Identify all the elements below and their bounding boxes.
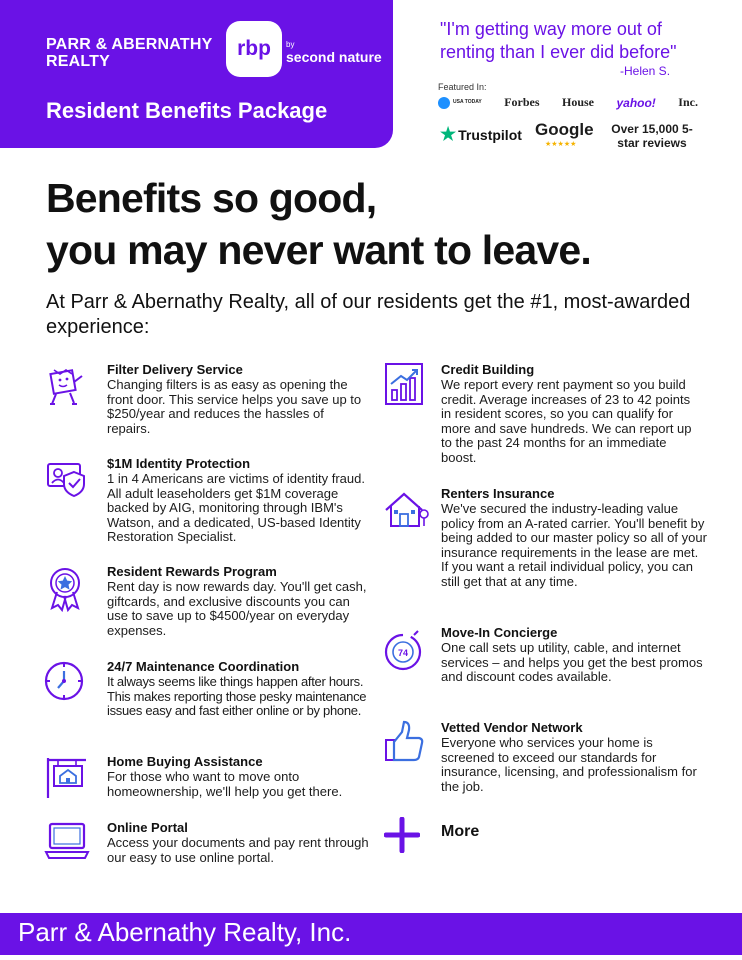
benefit-description: One call sets up utility, cable, and internet services – and helps you get the best promos and discount codes available. bbox=[441, 640, 703, 685]
yahoo-logo: yahoo! bbox=[616, 95, 656, 110]
clock-icon bbox=[44, 659, 90, 705]
more-label: More bbox=[441, 823, 480, 840]
benefit-description: For those who want to move onto homeownership, we'll help you get there. bbox=[107, 769, 343, 799]
google-logo: Google bbox=[535, 120, 594, 139]
rbp-logo-text: rbp bbox=[237, 37, 271, 60]
thermostat-icon bbox=[384, 629, 430, 675]
usa-today-logo: USA TODAY bbox=[438, 97, 482, 109]
testimonial-author: -Helen S. bbox=[620, 64, 671, 78]
benefit-title: Home Buying Assistance bbox=[107, 754, 263, 769]
house-sign-icon bbox=[44, 754, 90, 800]
house-tree-icon bbox=[384, 486, 430, 532]
footer-band bbox=[0, 913, 742, 955]
benefit-title: Online Portal bbox=[107, 820, 188, 835]
partner-prefix: by bbox=[286, 40, 295, 49]
footer-company-name: Parr & Abernathy Realty, Inc. bbox=[18, 917, 352, 947]
partner-name: second nature bbox=[286, 49, 382, 65]
trustpilot-star-icon: ★ bbox=[440, 124, 457, 144]
featured-in-label: Featured In: bbox=[438, 82, 487, 92]
headline-line-2: you may never want to leave. bbox=[46, 227, 591, 273]
benefit-description: We report every rent payment so you build credit. Average increases of 23 to 42 points in resident scores, so you can qualify for more and save hundreds. We can report up to the past 24 months for an immediate boost. bbox=[441, 377, 692, 465]
reviews-count: Over 15,000 5-star reviews bbox=[611, 122, 693, 150]
second-nature-logo bbox=[286, 36, 382, 64]
headline bbox=[46, 172, 726, 276]
inc-logo: Inc. bbox=[678, 95, 698, 109]
bar-chart-icon bbox=[384, 362, 430, 408]
benefit-renters-insurance bbox=[384, 486, 724, 611]
company-name: PARR & ABERNATHY REALTY bbox=[46, 36, 213, 70]
headline-line-1: Benefits so good, bbox=[46, 175, 377, 221]
benefit-title: Filter Delivery Service bbox=[107, 362, 243, 377]
benefit-identity-protection bbox=[44, 456, 374, 551]
plus-icon bbox=[384, 817, 420, 853]
rbp-logo-badge bbox=[226, 21, 282, 77]
benefit-title: Move-In Concierge bbox=[441, 625, 558, 640]
identity-shield-icon bbox=[44, 458, 90, 504]
benefit-maintenance bbox=[44, 659, 374, 739]
header-band bbox=[0, 0, 393, 148]
benefit-online-portal bbox=[44, 820, 374, 870]
benefit-description: Rent day is now rewards day. You'll get cash, giftcards, and exclusive discounts you can use to save up to $4500/year on everyday expenses. bbox=[107, 579, 367, 638]
google-stars-icon: ★★★★★ bbox=[545, 141, 577, 148]
benefit-title: Resident Rewards Program bbox=[107, 564, 277, 579]
thumbs-up-icon bbox=[384, 720, 430, 766]
testimonial-quote: "I'm getting way more out of renting than I ever did before" bbox=[440, 19, 677, 62]
press-logos bbox=[438, 95, 698, 110]
benefit-description: Changing filters is as easy as opening the front door. This service helps you save up to $250/year and reduces the hassles of repairs. bbox=[107, 377, 362, 436]
usa-today-dot-icon bbox=[438, 97, 450, 109]
laptop-icon bbox=[44, 820, 90, 866]
benefit-home-buying bbox=[44, 754, 374, 804]
benefit-title: Vetted Vendor Network bbox=[441, 720, 583, 735]
benefit-resident-rewards bbox=[44, 564, 374, 644]
benefit-description: Everyone who services your home is screened to exceed our standards for insurance, licensing, and professionalism for the job. bbox=[441, 735, 697, 794]
more-link[interactable] bbox=[384, 815, 584, 855]
forbes-logo: Forbes bbox=[504, 95, 540, 109]
benefit-description: We've secured the industry-leading value policy from an A-rated carrier. You'll benefit by being added to our master policy so all of your insurance requirements in the lease are met. If you want a retail individual policy, you can still get that at any time. bbox=[441, 501, 707, 589]
svg-text:74: 74 bbox=[397, 648, 409, 658]
benefit-description: It always seems like things happen after hours. This makes reporting those pesky maintenance issues easy and fast either online or by phone. bbox=[107, 674, 367, 719]
benefit-title: Credit Building bbox=[441, 362, 535, 377]
benefit-description: 1 in 4 Americans are victims of identity fraud. All adult leaseholders get $1M coverage backed by AIG, monitoring through IBM's Watson, and a dedicated, US-based Identity Restoration Specialist. bbox=[107, 471, 365, 545]
benefit-move-in-concierge bbox=[384, 625, 724, 705]
filter-box-icon bbox=[44, 364, 90, 410]
package-title: Resident Benefits Package bbox=[46, 98, 328, 123]
benefit-title: 24/7 Maintenance Coordination bbox=[107, 659, 300, 674]
benefit-vetted-vendor bbox=[384, 720, 724, 800]
benefit-credit-building bbox=[384, 362, 724, 467]
house-logo: House bbox=[561, 95, 594, 109]
benefit-title: $1M Identity Protection bbox=[107, 456, 251, 471]
benefit-title: Renters Insurance bbox=[441, 486, 555, 501]
benefit-filter-delivery bbox=[44, 362, 374, 442]
trustpilot-logo: ★ Trustpilot bbox=[440, 124, 522, 144]
benefit-description: Access your documents and pay rent through our easy to use online portal. bbox=[107, 835, 369, 865]
award-ribbon-icon bbox=[44, 566, 90, 612]
intro-text: At Parr & Abernathy Realty, all of our residents get the #1, most-awarded experience: bbox=[46, 291, 691, 338]
